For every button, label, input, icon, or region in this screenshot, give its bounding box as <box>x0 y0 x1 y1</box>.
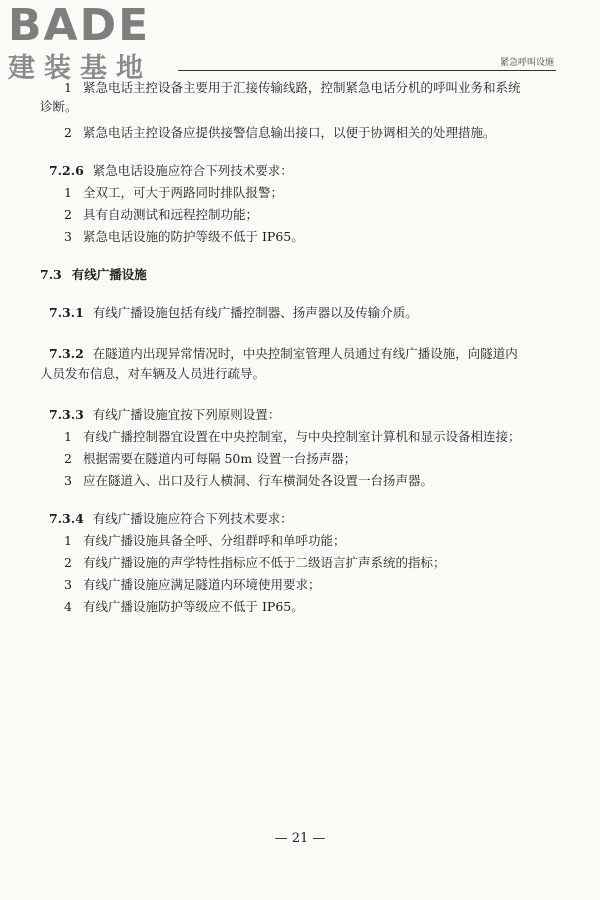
list-item <box>64 429 521 445</box>
list-item-number: 2 <box>64 451 72 466</box>
list-item-number: 1 <box>64 533 72 548</box>
clause-number: 7.3.1 <box>49 305 84 320</box>
line-text: 应在隧道入、出口及行人横洞、行车横洞处各设置一台扬声器。 <box>83 473 434 488</box>
section-number: 7.3 <box>40 267 62 282</box>
logo-wordmark: BADE <box>8 0 151 51</box>
line-text: 在隧道内出现异常情况时，中央控制室管理人员通过有线广播设施，向隧道内 <box>92 346 518 361</box>
list-item <box>64 599 304 615</box>
continuation-line <box>40 366 265 382</box>
section-heading <box>40 267 147 283</box>
running-head: 紧急呼叫设施 <box>499 58 554 68</box>
list-item-number: 3 <box>64 577 72 592</box>
line-text: 紧急电话设施的防护等级不低于 IP65。 <box>83 229 304 244</box>
clause-number: 7.3.3 <box>49 407 84 422</box>
clause-paragraph <box>49 305 418 321</box>
list-item-number: 3 <box>64 473 72 488</box>
list-item <box>64 207 258 223</box>
clause-number: 7.2.6 <box>49 163 84 178</box>
line-text: 根据需要在隧道内可每隔 50m 设置一台扬声器； <box>83 451 357 466</box>
clause-paragraph <box>49 407 280 423</box>
list-item-number: 2 <box>64 207 72 222</box>
clause-number: 7.3.2 <box>49 346 84 361</box>
list-item-number: 1 <box>64 185 72 200</box>
list-item <box>64 125 496 141</box>
list-item <box>64 555 446 571</box>
line-text: 有线广播设施宜按下列原则设置： <box>92 407 281 422</box>
list-item <box>64 473 433 489</box>
line-text: 紧急电话设施应符合下列技术要求： <box>92 163 293 178</box>
list-item <box>64 451 356 467</box>
line-text: 有线广播设施应满足隧道内环境使用要求； <box>83 577 321 592</box>
line-text: 全双工，可大于两路同时排队报警； <box>83 185 284 200</box>
line-text: 紧急电话主控设备主要用于汇接传输线路，控制紧急电话分机的呼叫业务和系统 <box>83 80 521 95</box>
line-text: 有线广播设施包括有线广播控制器、扬声器以及传输介质。 <box>92 305 418 320</box>
list-item-number: 2 <box>64 125 72 140</box>
line-text: 紧急电话主控设备应提供接警信息输出接口，以便于协调相关的处理措施。 <box>83 125 496 140</box>
logo-subtitle: 建装基地 <box>8 53 152 84</box>
list-item <box>64 80 521 96</box>
clause-paragraph <box>49 511 293 527</box>
line-text: 有线广播设施具备全呼、分组群呼和单呼功能； <box>83 533 346 548</box>
list-item-number: 1 <box>64 80 72 95</box>
line-text: 有线广播控制器宜设置在中央控制室，与中央控制室计算机和显示设备相连接； <box>83 429 521 444</box>
list-item <box>64 229 304 245</box>
line-text: 人员发布信息，对车辆及人员进行疏导。 <box>40 366 266 381</box>
clause-paragraph <box>49 163 293 179</box>
list-item-number: 3 <box>64 229 72 244</box>
line-text: 具有自动测试和远程控制功能； <box>83 207 259 222</box>
clause-number: 7.3.4 <box>49 511 84 526</box>
page-number: — 21 — <box>274 831 326 846</box>
list-item-number: 1 <box>64 429 72 444</box>
list-item <box>64 185 283 201</box>
list-item-number: 2 <box>64 555 72 570</box>
line-text: 有线广播设施应符合下列技术要求： <box>92 511 293 526</box>
list-item <box>64 577 321 593</box>
continuation-line <box>40 99 78 115</box>
line-text: 有线广播设施防护等级应不低于 IP65。 <box>83 599 304 614</box>
line-text: 诊断。 <box>40 99 78 114</box>
clause-paragraph <box>49 346 518 362</box>
list-item-number: 4 <box>64 599 72 614</box>
list-item <box>64 533 346 549</box>
line-text: 有线广播设施 <box>71 267 147 282</box>
line-text: 有线广播设施的声学特性指标应不低于二级语言扩声系统的指标； <box>83 555 446 570</box>
